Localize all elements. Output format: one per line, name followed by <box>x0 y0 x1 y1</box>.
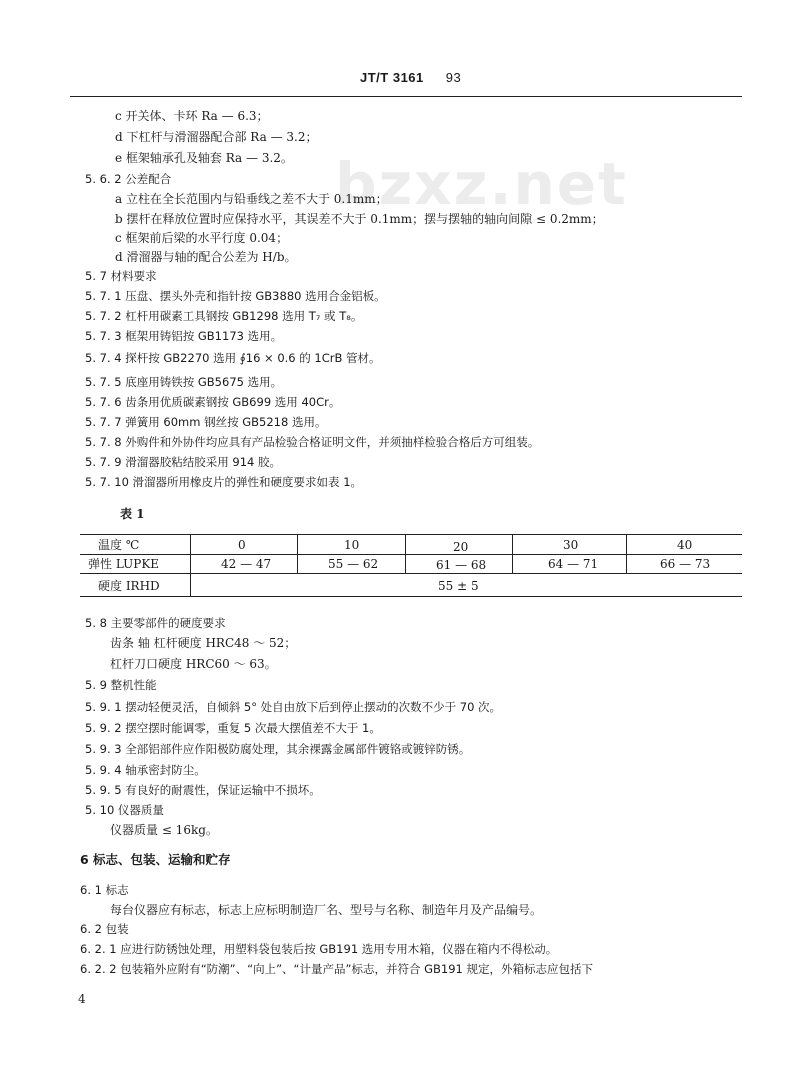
standard-code: JT/T 3161 <box>360 70 424 85</box>
page-footer-number: 4 <box>78 992 86 1006</box>
clause-5-7-9: 5. 7. 9 滑溜器胶粘结胶采用 914 胶。 <box>85 455 281 469</box>
table-rule-bottom <box>80 596 742 597</box>
hardness-cell: 55 ± 5 <box>438 579 479 593</box>
list-item-a-tolerance: a 立柱在全长范围内与铅垂线之差不大于 0.1mm； <box>115 192 388 206</box>
table-rule <box>80 573 742 574</box>
table-col-divider <box>297 534 298 574</box>
marking-requirement: 每台仪器应有标志，标志上应标明制造厂名、型号与名称、制造年月及产品编号。 <box>110 903 543 917</box>
section-6-1-heading: 6. 1 标志 <box>80 883 129 897</box>
clause-5-9-1: 5. 9. 1 摆动轻便灵活，自倾斜 5° 处自由放下后到停止摆动的次数不少于 70 次。 <box>85 700 502 714</box>
header-rule <box>70 96 742 97</box>
clause-5-7-1: 5. 7. 1 压盘、摆头外壳和指针按 GB3880 选用合金铝板。 <box>85 289 386 303</box>
watermark: bzxz.net <box>335 150 628 218</box>
row-header-hardness: 硬度 IRHD <box>98 579 160 593</box>
temp-cell: 10 <box>344 538 360 552</box>
instrument-mass: 仪器质量 ≤ 16kg。 <box>110 823 218 837</box>
section-5-6-2-heading: 5. 6. 2 公差配合 <box>85 172 172 186</box>
clause-5-7-6: 5. 7. 6 齿条用优质碳素钢按 GB699 选用 40Cr。 <box>85 395 341 409</box>
table-rule-top <box>80 534 742 535</box>
row-header-temperature: 温度 ℃ <box>98 538 140 552</box>
clause-5-9-2: 5. 9. 2 摆空摆时能调零，重复 5 次最大摆值差不大于 1。 <box>85 721 381 735</box>
elasticity-cell: 64 — 71 <box>548 557 599 571</box>
clause-5-7-8: 5. 7. 8 外购件和外协件均应具有产品检验合格证明文件，并须抽样检验合格后方可组装。 <box>85 435 540 449</box>
temp-cell: 0 <box>238 538 246 552</box>
knife-edge-hardness: 杠杆刀口硬度 HRC60 ～ 63。 <box>110 657 277 671</box>
section-5-10-heading: 5. 10 仪器质量 <box>85 803 164 817</box>
elasticity-cell: 61 — 68 <box>436 558 487 572</box>
header-page-number: 93 <box>445 70 462 85</box>
elasticity-cell: 42 — 47 <box>221 557 272 571</box>
hardness-requirement: 齿条 轴 杠杆硬度 HRC48 ～ 52； <box>110 636 297 650</box>
elasticity-cell: 66 — 73 <box>660 557 711 571</box>
table-caption: 表 1 <box>120 507 145 521</box>
clause-5-9-3: 5. 9. 3 全部铝部件应作阳极防腐处理，其余裸露金属部件镀铬或镀锌防锈。 <box>85 742 471 756</box>
clause-5-7-10: 5. 7. 10 滑溜器所用橡皮片的弹性和硬度要求如表 1。 <box>85 475 363 489</box>
clause-5-9-5: 5. 9. 5 有良好的耐震性，保证运输中不损坏。 <box>85 783 321 797</box>
list-item-b-tolerance: b 摆杆在释放位置时应保持水平，其误差不大于 0.1mm；摆与摆轴的轴向间隙 ≤ 0.2mm； <box>115 212 604 226</box>
clause-5-9-4: 5. 9. 4 轴承密封防尘。 <box>85 763 206 777</box>
clause-5-7-4: 5. 7. 4 探杆按 GB2270 选用 ∮16 × 0.6 的 1CrB 管材。 <box>85 351 381 365</box>
list-item-d-roughness: d 下杠杆与滑溜器配合部 Ra — 3.2； <box>115 130 318 144</box>
clause-6-2-2: 6. 2. 2 包装箱外应附有“防潮”、“向上”、“计量产品”标志，并符合 GB191 规定，外箱标志应包括下 <box>80 962 594 976</box>
running-header <box>360 70 461 85</box>
table-col-divider <box>626 534 627 574</box>
clause-5-7-2: 5. 7. 2 杠杆用碳素工具钢按 GB1298 选用 T₇ 或 T₈。 <box>85 309 363 323</box>
table-rule <box>80 554 742 555</box>
list-item-d-tolerance: d 滑溜器与轴的配合公差为 H/b。 <box>115 250 297 264</box>
table-col-divider <box>190 534 191 596</box>
table-col-divider <box>405 534 406 574</box>
elasticity-cell: 55 — 62 <box>328 557 379 571</box>
temp-cell: 30 <box>563 538 579 552</box>
clause-5-7-3: 5. 7. 3 框架用铸铝按 GB1173 选用。 <box>85 329 283 343</box>
section-5-9-heading: 5. 9 整机性能 <box>85 678 157 692</box>
clause-5-7-7: 5. 7. 7 弹簧用 60mm 钢丝按 GB5218 选用。 <box>85 415 327 429</box>
table-col-divider <box>512 534 513 574</box>
section-6-2-heading: 6. 2 包装 <box>80 922 129 936</box>
list-item-c-tolerance: c 框架前后梁的水平行度 0.04； <box>115 231 289 245</box>
temp-cell: 40 <box>677 538 693 552</box>
clause-6-2-1: 6. 2. 1 应进行防锈蚀处理，用塑料袋包装后按 GB191 选用专用木箱，仪器在箱内不得松动。 <box>80 942 558 956</box>
section-5-8-heading: 5. 8 主要零部件的硬度要求 <box>85 616 226 630</box>
section-5-7-heading: 5. 7 材料要求 <box>85 269 157 283</box>
list-item-c-roughness: c 开关体、卡环 Ra — 6.3； <box>115 109 269 123</box>
row-header-elasticity: 弹性 LUPKE <box>88 557 160 571</box>
temp-cell: 20 <box>453 540 469 554</box>
chapter-6-heading: 6 标志、包装、运输和贮存 <box>80 852 231 867</box>
list-item-e-roughness: e 框架轴承孔及轴套 Ra — 3.2。 <box>115 151 293 165</box>
clause-5-7-5: 5. 7. 5 底座用铸铁按 GB5675 选用。 <box>85 375 283 389</box>
